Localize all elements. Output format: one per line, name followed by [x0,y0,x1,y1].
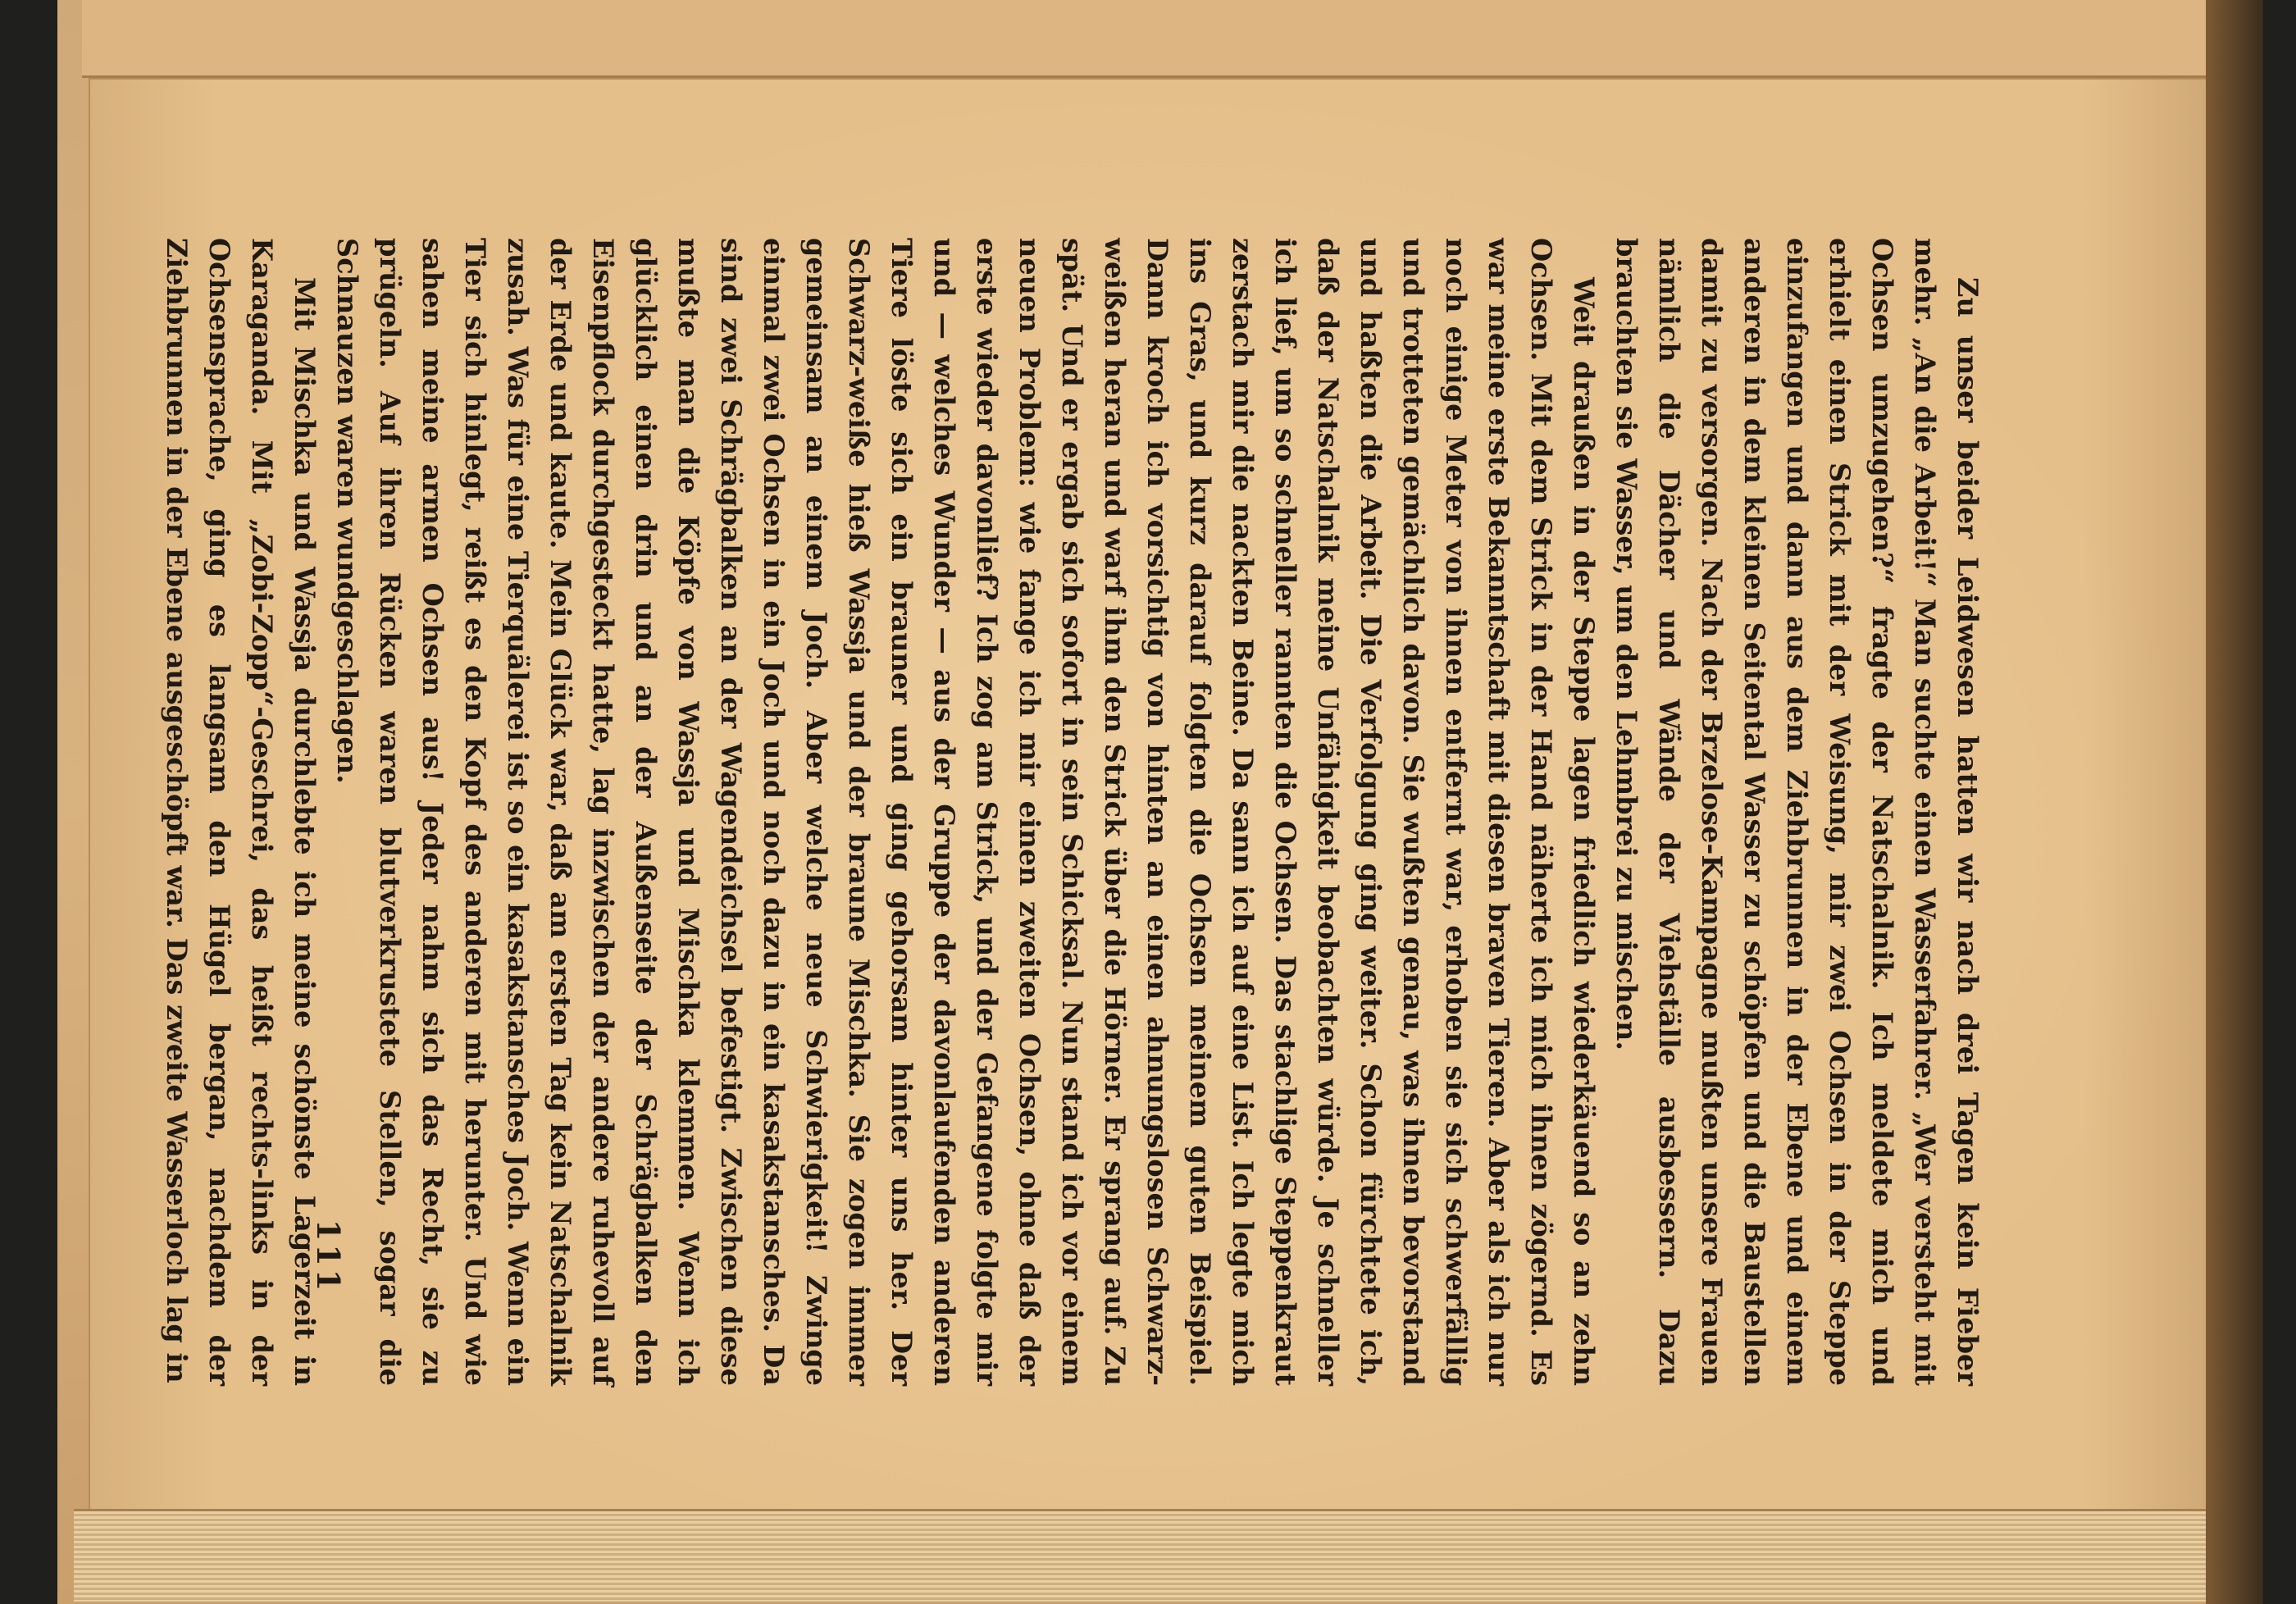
gutter-shadow [2206,0,2263,1604]
paragraph-2: Weit draußen in der Steppe lagen friedlich wiederkäuend so an zehn Ochsen. Mit dem Strick in der Hand näherte ich mich ihnen zögernd. Es war meine erste Bekanntschaft mit diesen braven Tieren. Aber als ich nur noch einige Meter von ihnen entfernt war, erhoben sie sich schwerfällig und trotteten gemächlich davon. Sie wußten genau, was ihnen bevorstand und haßten die Arbeit. Die Verfolgung ging weiter. Schon fürchtete ich, daß der Natschalnik meine Unfähigkeit beobachten würde. Je schneller ich lief, um so schneller rannten die Ochsen. Das stachlige Steppenkraut zerstach mir die nackten Beine. Da sann ich auf eine List. Ich legte mich ins Gras, und kurz darauf folgten die Ochsen meinem guten Beispiel. Dann kroch ich vorsichtig von hinten an einen ahnungslosen Schwarz-weißen heran und warf ihm den Strick über die Hörner. Er sprang auf. Zu spät. Und er ergab sich sofort in sein Schicksal. Nun stand ich vor einem neuen Problem: wie fange ich mir einen zweiten Ochsen, ohne daß der erste wieder davonlief? Ich zog am Strick, und der Gefangene folgte mir und — welches Wunder — aus der Gruppe der davonlaufenden anderen Tiere löste sich ein brauner und ging gehorsam hinter uns her. Der Schwarz-weiße hieß Wassja und der braune Mischka. Sie zogen immer gemeinsam an einem Joch. Aber welche neue Schwierigkeit! Zwinge einmal zwei Ochsen in ein Joch und noch dazu in ein kasakstansches. Da sind zwei Schrägbalken an der Wagendeichsel befestigt. Zwischen diese mußte man die Köpfe von Wassja und Mischka klemmen. Wenn ich glücklich einen drin und an der Außenseite der Schrägbalken den Eisenpflock durchgesteckt hatte, lag inzwischen der andere ruhevoll auf der Erde und kaute. Mein Glück war, daß am ersten Tag kein Natschalnik zusah. Was für eine Tierquälerei ist so ein kasakstansches Joch. Wenn ein Tier sich hinlegt, reißt es den Kopf des anderen mit herunter. Und wie sahen meine armen Ochsen aus! Jeder nahm sich das Recht, sie zu prügeln. Auf ihren Rücken waren blutverkrustete Stellen, sogar die Schnauzen waren wundgeschlagen. [331,238,1600,1386]
facing-page-edge [82,0,2214,78]
paragraph-3: Mit Mischka und Wassja durchlebte ich meine schönste Lagerzeit in Karaganda. Mit „Zobi-Zopp“-Geschrei, das heißt rechts-links in der Ochsensprache, ging es langsam den Hügel bergan, nachdem der Ziehbrunnen in der Ebene ausgeschöpft war. Das zweite Wasserloch lag in [161,238,321,1386]
page-stack-edge [74,1509,2222,1602]
paragraph-1: Zu unser beider Leidwesen hatten wir nach drei Tagen kein Fieber mehr. „An die Arbeit!“ Man suchte einen Wasserfahrer. „Wer versteht mit Ochsen umzugehen?“ fragte der Natschalnik. Ich meldete mich und erhielt einen Strick mit der Weisung, mir zwei Ochsen in der Steppe einzufangen und dann aus dem Ziehbrunnen in der Ebene und einem anderen in dem kleinen Seitental Wasser zu schöpfen und die Baustellen damit zu versorgen. Nach der Brzelose-Kampagne mußten unsere Frauen nämlich die Dächer und Wände der Viehställe ausbessern. Dazu brauchten sie Wasser, um den Lehmbrei zu mischen. [1610,238,1984,1386]
page-number: 111 [310,1219,348,1295]
